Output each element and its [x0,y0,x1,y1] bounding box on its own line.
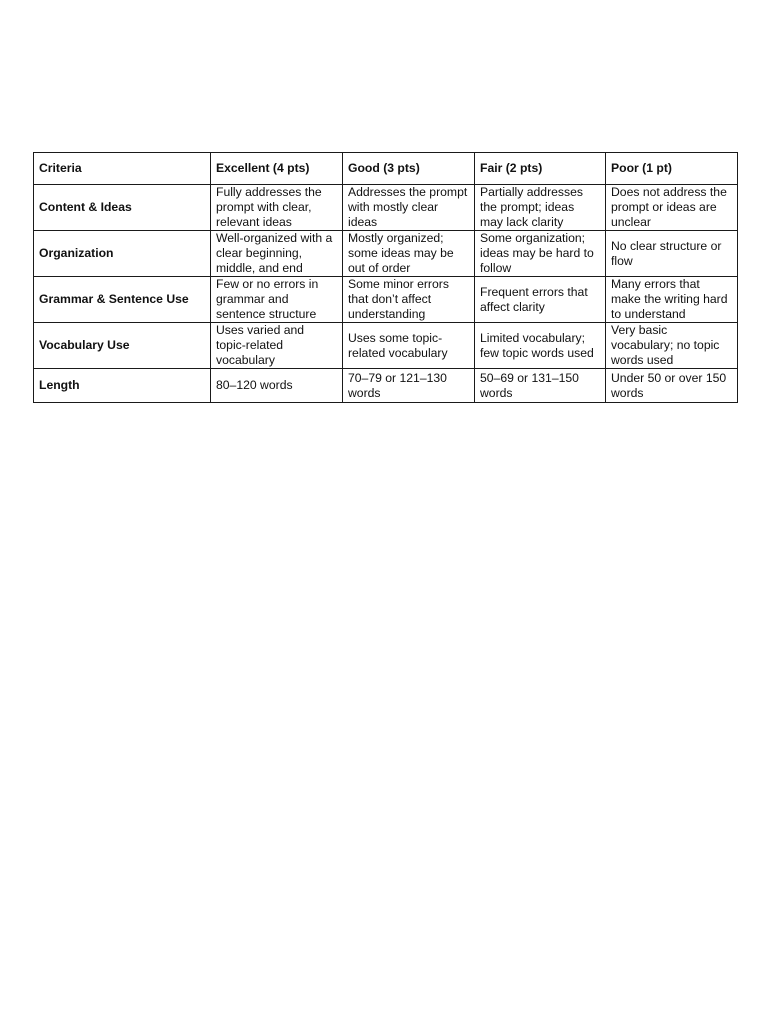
fair-cell: Limited vocabulary; few topic words used [475,323,606,369]
table-row [34,185,738,231]
header-poor: Poor (1 pt) [606,153,738,185]
excellent-cell: Well-organized with a clear beginning, middle, and end [211,231,343,277]
poor-cell: Many errors that make the writing hard to understand [606,277,738,323]
good-cell: Some minor errors that don’t affect understanding [343,277,475,323]
table-row [34,231,738,277]
table-row [34,323,738,369]
rubric-table [33,152,738,403]
criterion-cell: Grammar & Sentence Use [34,277,211,323]
good-cell: 70–79 or 121–130 words [343,369,475,403]
table-row [34,277,738,323]
poor-cell: Under 50 or over 150 words [606,369,738,403]
criterion-cell: Organization [34,231,211,277]
good-cell: Mostly organized; some ideas may be out of order [343,231,475,277]
poor-cell: No clear structure or flow [606,231,738,277]
criterion-cell: Content & Ideas [34,185,211,231]
fair-cell: Some organization; ideas may be hard to follow [475,231,606,277]
header-fair: Fair (2 pts) [475,153,606,185]
header-criteria: Criteria [34,153,211,185]
excellent-cell: Uses varied and topic-related vocabulary [211,323,343,369]
header-good: Good (3 pts) [343,153,475,185]
fair-cell: Frequent errors that affect clarity [475,277,606,323]
fair-cell: 50–69 or 131–150 words [475,369,606,403]
poor-cell: Very basic vocabulary; no topic words used [606,323,738,369]
excellent-cell: Fully addresses the prompt with clear, relevant ideas [211,185,343,231]
fair-cell: Partially addresses the prompt; ideas may lack clarity [475,185,606,231]
good-cell: Uses some topic-related vocabulary [343,323,475,369]
excellent-cell: 80–120 words [211,369,343,403]
criterion-cell: Vocabulary Use [34,323,211,369]
table-row [34,369,738,403]
poor-cell: Does not address the prompt or ideas are unclear [606,185,738,231]
good-cell: Addresses the prompt with mostly clear ideas [343,185,475,231]
criterion-cell: Length [34,369,211,403]
table-header-row [34,153,738,185]
header-excellent: Excellent (4 pts) [211,153,343,185]
excellent-cell: Few or no errors in grammar and sentence structure [211,277,343,323]
